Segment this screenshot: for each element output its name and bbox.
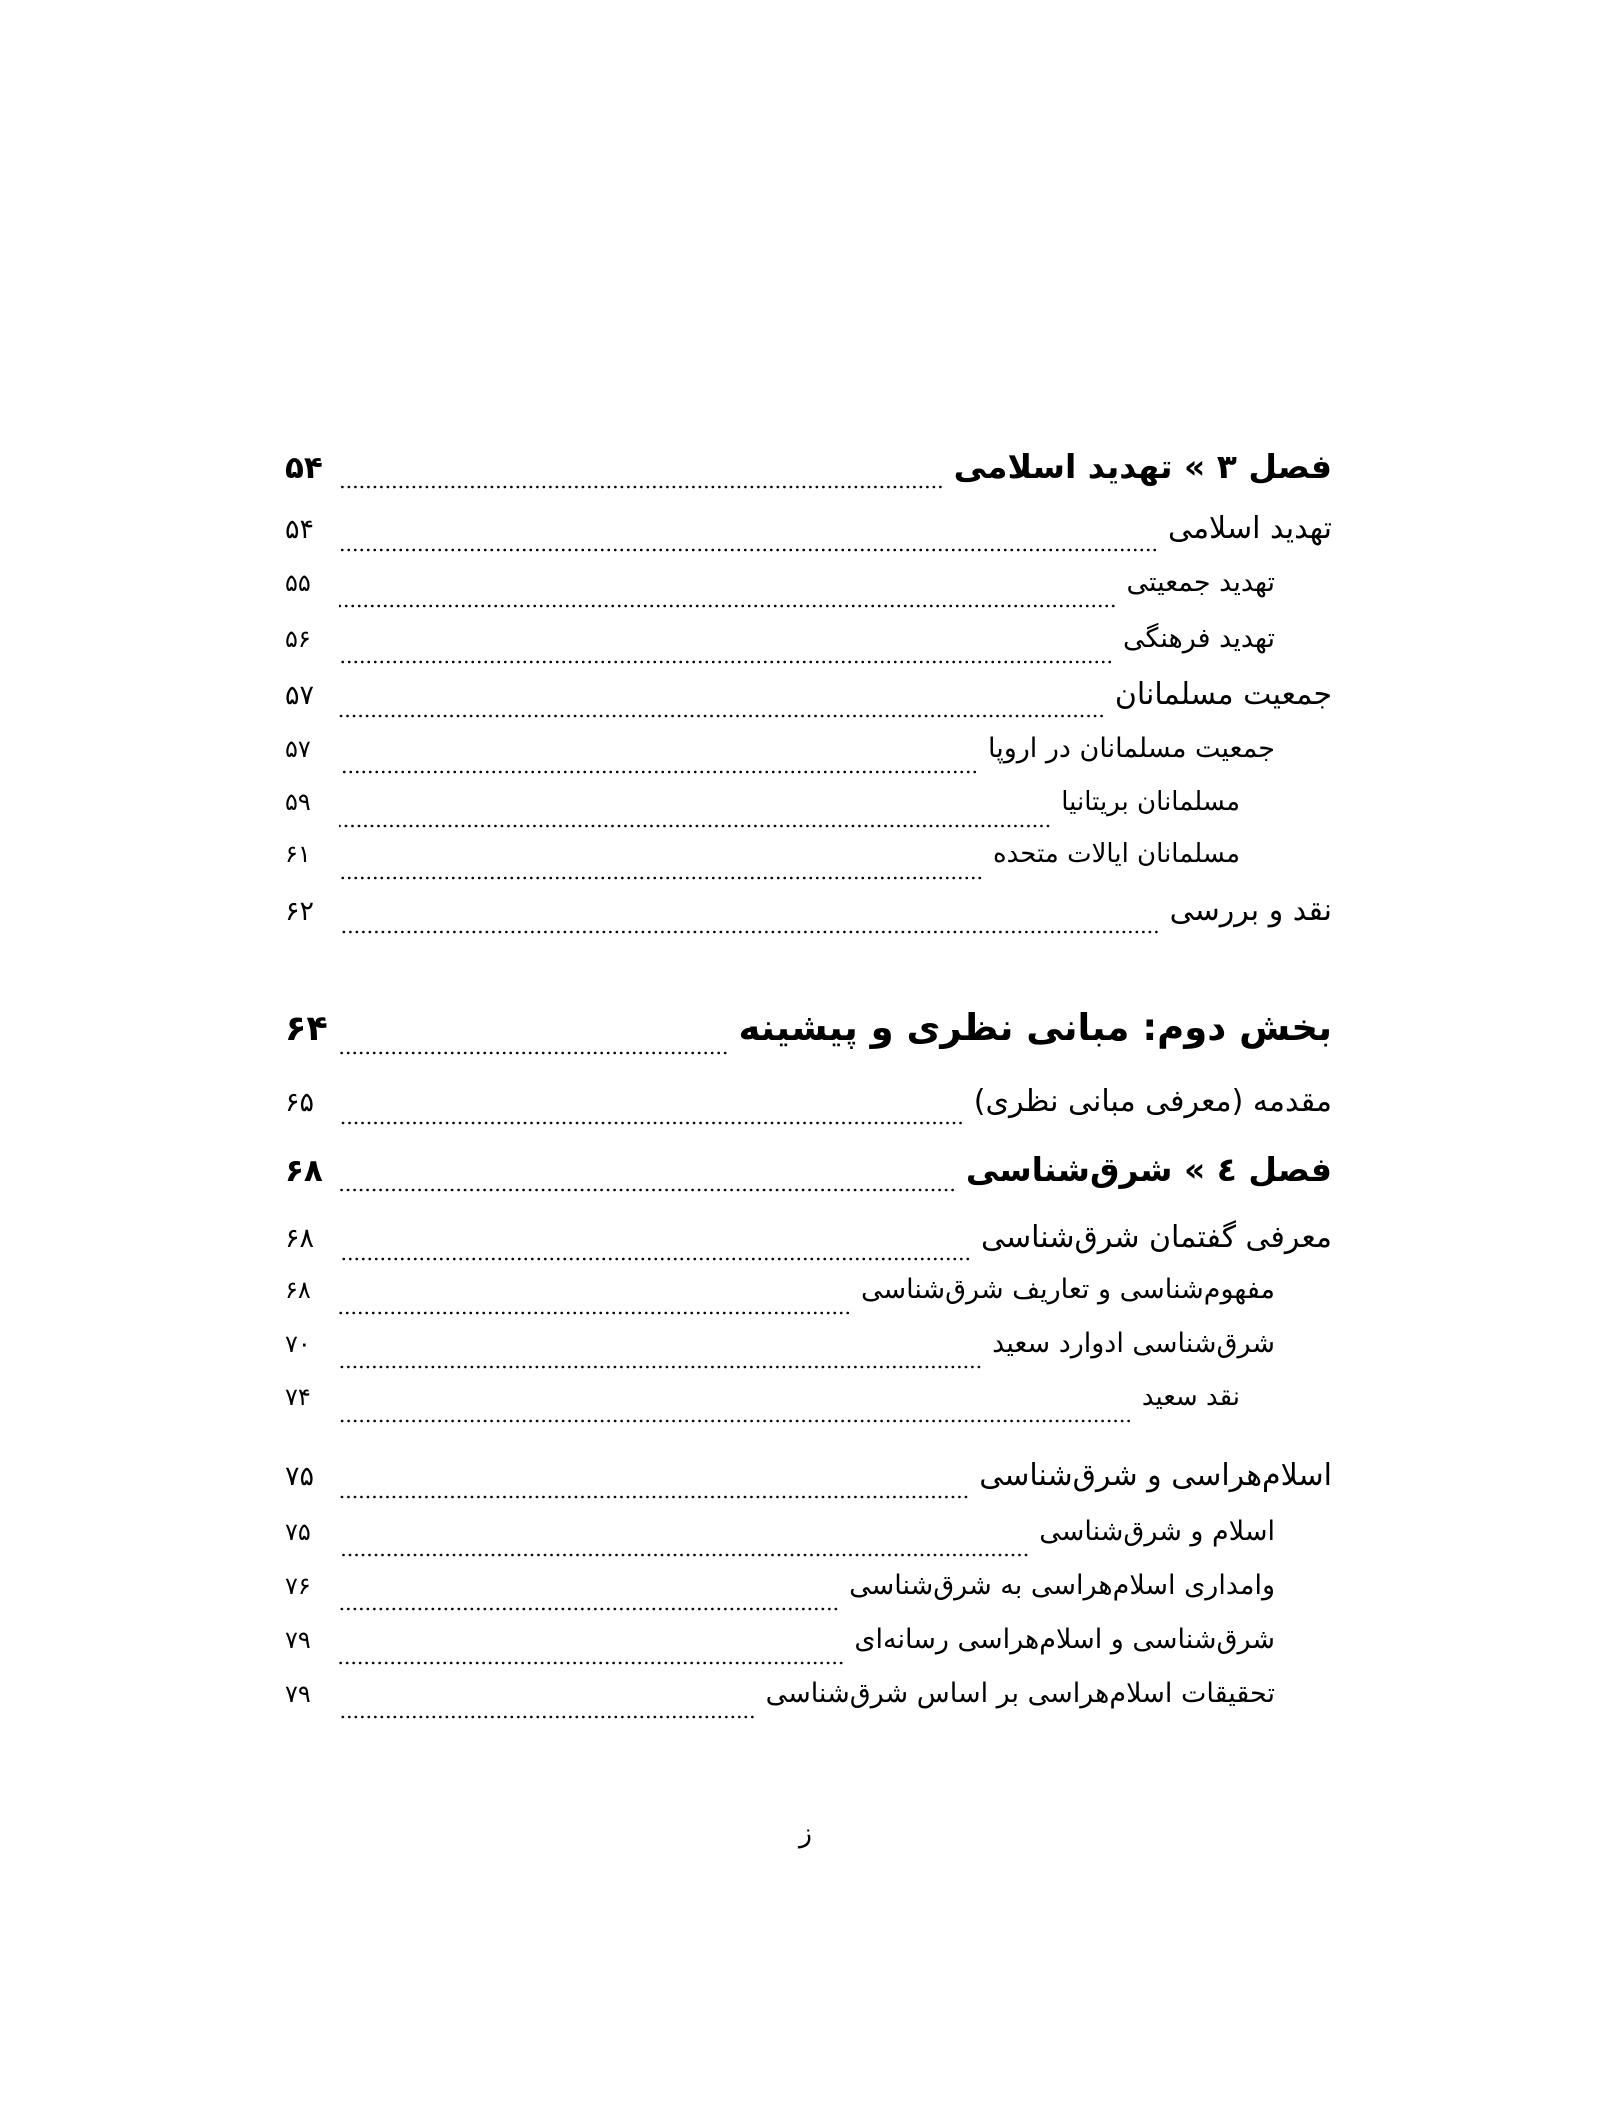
toc-entry-page: ۷۰ (285, 1330, 311, 1358)
toc-entry-page: ۵۴ (285, 514, 315, 545)
dot-leader (339, 1412, 1132, 1424)
toc-entry-page: ۶۸ (285, 1153, 323, 1189)
toc-entry-page: ۶۲ (285, 896, 315, 927)
dot-leader (339, 707, 1105, 719)
toc-entry-title: تهدید جمعیتی (1126, 567, 1275, 598)
toc-entry-h3 (285, 1516, 1332, 1568)
toc-entry-page: ۷۹ (285, 1680, 311, 1708)
toc-entry-title: بخش دوم: مبانی نظری و پیشینه (738, 1006, 1332, 1049)
dot-leader (339, 1488, 969, 1500)
toc-entry-title: اسلام‌هراسی و شرق‌شناسی (979, 1458, 1332, 1493)
toc-entry-title: شرق‌شناسی و اسلام‌هراسی رسانه‌ای (854, 1624, 1275, 1655)
toc-entry-title: جمعیت مسلمانان در اروپا (987, 733, 1275, 764)
toc-entry-h3 (285, 1274, 1332, 1326)
toc-entry-title: مفهوم‌شناسی و تعاریف شرق‌شناسی (860, 1274, 1275, 1305)
dot-leader (339, 653, 1113, 665)
table-of-contents (285, 447, 1332, 1730)
toc-entry-h2 (285, 893, 1332, 945)
dot-leader (339, 1181, 956, 1193)
dot-leader (339, 1546, 1029, 1558)
toc-entry-h2 (285, 1084, 1332, 1136)
toc-entry-title: مقدمه (معرفی مبانی نظری) (973, 1084, 1332, 1119)
toc-entry-title: فصل ٤ » شرق‌شناسی (965, 1150, 1332, 1189)
dot-leader (339, 597, 1116, 609)
toc-entry-page: ۶۸ (285, 1223, 315, 1254)
toc-entry-page: ۵۴ (285, 450, 323, 486)
dot-leader (339, 1114, 964, 1126)
toc-entry-page: ۵۷ (285, 680, 315, 711)
toc-entry-h4 (285, 839, 1332, 891)
dot-leader (339, 923, 1160, 935)
toc-entry-h3 (285, 567, 1332, 619)
toc-entry-title: فصل ۳ » تهدید اسلامی (953, 447, 1332, 486)
toc-entry-h2 (285, 511, 1332, 563)
toc-entry-h2 (285, 1220, 1332, 1272)
toc-entry-title: معرفی گفتمان شرق‌شناسی (981, 1220, 1332, 1255)
dot-leader (339, 1044, 728, 1056)
toc-entry-page: ۶۱ (285, 840, 311, 868)
toc-entry-page: ۵۷ (285, 735, 311, 763)
toc-entry-page: ۵۵ (285, 569, 311, 597)
toc-entry-page: ۵۶ (285, 625, 311, 653)
toc-entry-title: مسلمانان ایالات متحده (993, 839, 1240, 869)
toc-entry-h4 (285, 1382, 1332, 1434)
dot-leader (339, 478, 944, 490)
toc-entry-title: جمعیت مسلمانان (1114, 677, 1332, 712)
dot-leader (339, 1600, 839, 1612)
toc-entry-title: تهدید فرهنگی (1122, 623, 1275, 654)
toc-entry-h2 (285, 677, 1332, 729)
toc-entry-title: شرق‌شناسی ادوارد سعید (992, 1328, 1275, 1359)
dot-leader (339, 817, 1051, 829)
toc-entry-page: ۶۵ (285, 1087, 315, 1118)
toc-entry-h3 (285, 1328, 1332, 1380)
toc-entry-page: ۷۶ (285, 1572, 311, 1600)
toc-entry-h4 (285, 787, 1332, 839)
toc-entry-title: نقد سعید (1141, 1382, 1240, 1412)
toc-entry-title: نقد و بررسی (1169, 893, 1332, 928)
dot-leader (339, 1654, 844, 1666)
toc-entry-h3 (285, 623, 1332, 675)
toc-entry-title: تحقیقات اسلام‌هراسی بر اساس شرق‌شناسی (765, 1678, 1275, 1709)
toc-entry-page: ۷۹ (285, 1626, 311, 1654)
toc-entry-chapter (285, 1150, 1332, 1204)
toc-entry-page: ۷۴ (285, 1383, 311, 1411)
toc-entry-title: مسلمانان بریتانیا (1061, 787, 1240, 817)
toc-entry-part (285, 1006, 1332, 1068)
dot-leader (339, 1708, 756, 1720)
toc-entry-title: اسلام و شرق‌شناسی (1039, 1516, 1275, 1547)
dot-leader (339, 763, 978, 775)
toc-entry-h2 (285, 1458, 1332, 1510)
toc-entry-page: ۷۵ (285, 1518, 311, 1546)
toc-entry-h3 (285, 1624, 1332, 1676)
dot-leader (339, 1304, 851, 1316)
toc-entry-h3 (285, 733, 1332, 785)
toc-entry-title: تهدید اسلامی (1167, 511, 1332, 546)
toc-entry-page: ۶۸ (285, 1276, 311, 1304)
dot-leader (339, 1250, 971, 1262)
toc-entry-page: ۵۹ (285, 788, 311, 816)
toc-entry-chapter (285, 447, 1332, 501)
dot-leader (339, 1358, 982, 1370)
toc-entry-h3 (285, 1570, 1332, 1622)
toc-entry-page: ۷۵ (285, 1461, 315, 1492)
toc-entry-title: وامداری اسلام‌هراسی به شرق‌شناسی (849, 1570, 1275, 1601)
dot-leader (339, 541, 1158, 553)
dot-leader (339, 869, 983, 881)
toc-entry-page: ۶۴ (285, 1009, 328, 1049)
page-footer-mark: ز (798, 1818, 813, 1849)
toc-entry-h3 (285, 1678, 1332, 1730)
